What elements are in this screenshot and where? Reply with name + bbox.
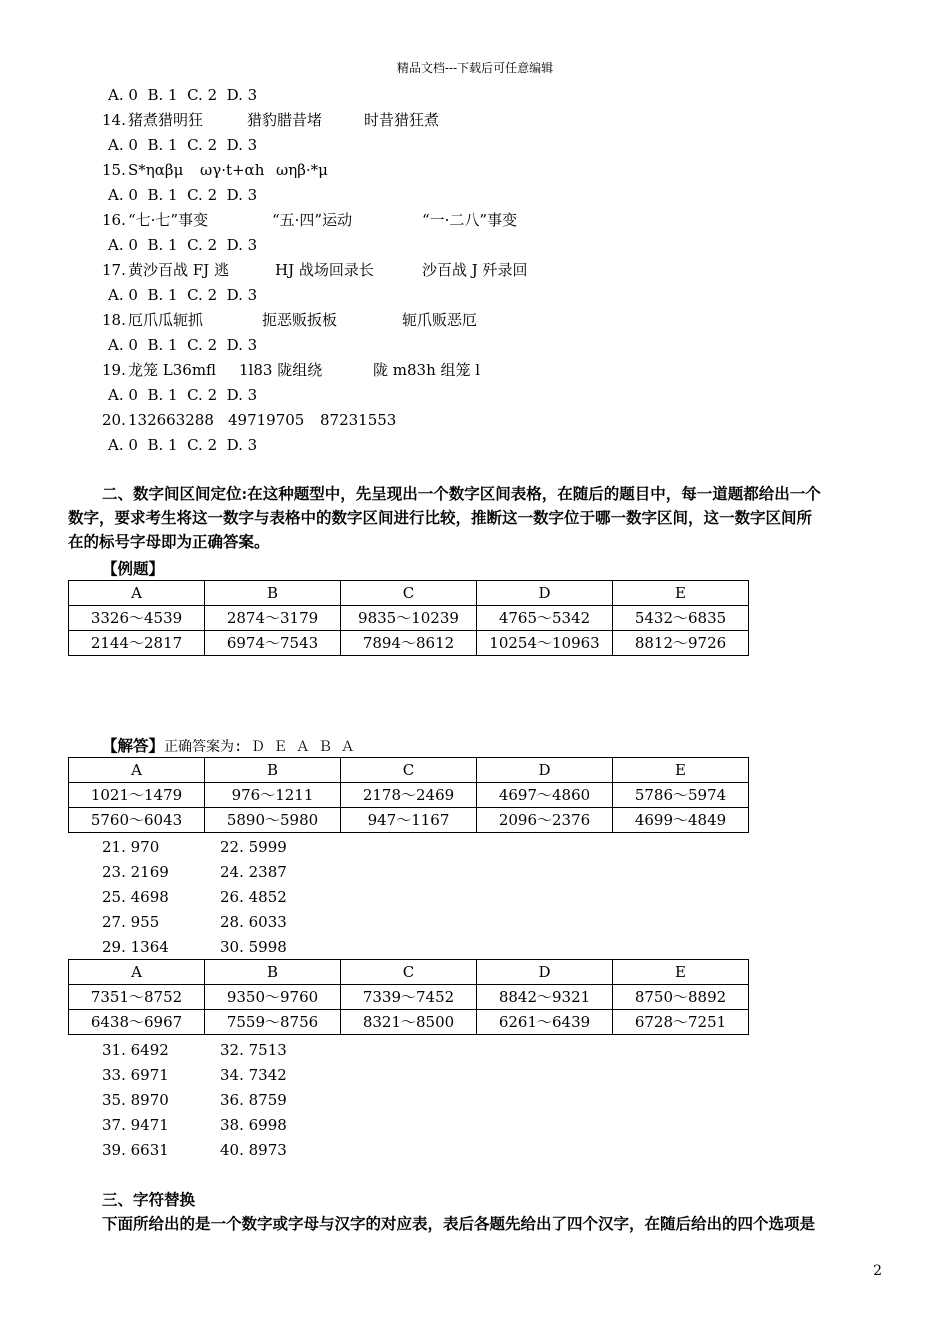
item-number-value: 39. 6631 [102,1141,169,1159]
question-item-c: 时昔猎狂煮 [364,111,440,129]
column-header: B [205,960,341,985]
interval-cell: 10254～10963 [477,631,613,656]
interval-cell: 6438～6967 [69,1010,205,1035]
interval-cell: 2096～2376 [477,808,613,833]
question-number: 17. [102,261,126,279]
item-number-value: 27. 955 [102,913,160,931]
section3-title: 三、字符替换 [102,1190,196,1209]
interval-cell: 7351～8752 [69,985,205,1010]
page-number: 2 [873,1263,882,1279]
option-line: A. 0 B. 1 C. 2 D. 3 [108,186,258,204]
item-number-value: 34. 7342 [220,1066,287,1084]
section2-line-1: 在这种题型中，先呈现出一个数字区间表格，在随后的题目中，每一道题都给出一个 [247,484,821,503]
question-item-a: 厄爪瓜轭抓 [128,311,204,329]
answer-text: 正确答案为: Ｄ Ｅ Ａ Ｂ Ａ [164,739,355,755]
option-line: A. 0 B. 1 C. 2 D. 3 [108,286,258,304]
item-number-value: 25. 4698 [102,888,169,906]
item-number-value: 40. 8973 [220,1141,287,1159]
interval-cell: 9835～10239 [341,606,477,631]
section2-title: 二、数字间区间定位: [102,484,248,503]
question-item-b: HJ 战场回录长 [275,261,374,279]
column-header: A [69,960,205,985]
question-item-b: 1l83 陇组绕 [239,361,323,379]
question-row [102,160,802,180]
interval-table-1 [68,757,749,833]
column-header: C [341,581,477,606]
column-header: B [205,758,341,783]
question-item-a: “七·七”事变 [128,211,209,229]
item-number-value: 29. 1364 [102,938,169,956]
interval-cell: 7559～8756 [205,1010,341,1035]
question-item-a: 黄沙百战 FJ 逃 [128,261,229,279]
item-row [102,1115,402,1135]
item-row [102,1040,402,1060]
question-row [102,210,802,230]
column-header: C [341,960,477,985]
item-number-value: 32. 7513 [220,1041,287,1059]
interval-cell: 2178～2469 [341,783,477,808]
interval-cell: 2144～2817 [69,631,205,656]
interval-cell: 7339～7452 [341,985,477,1010]
answer-label: 【解答】 [102,736,165,755]
question-item-c: “一·二八”事变 [422,211,518,229]
option-line: A. 0 B. 1 C. 2 D. 3 [108,436,258,454]
item-row [102,837,402,857]
interval-cell: 6261～6439 [477,1010,613,1035]
interval-cell: 4699～4849 [613,808,749,833]
interval-cell: 4697～4860 [477,783,613,808]
item-row [102,1090,402,1110]
table-row [69,631,749,656]
item-row [102,1140,402,1160]
question-item-c: 沙百战 J 歼录回 [422,261,528,279]
column-header: D [477,581,613,606]
question-item-b: 猎豹腊昔堵 [247,111,323,129]
question-row [102,310,802,330]
interval-cell: 947～1167 [341,808,477,833]
question-number: 14. [102,111,126,129]
question-item-a: 猪煮猎明狂 [128,111,204,129]
interval-cell: 5786～5974 [613,783,749,808]
option-line: A. 0 B. 1 C. 2 D. 3 [108,386,258,404]
question-item-b: 49719705 [228,411,305,429]
item-number-value: 24. 2387 [220,863,287,881]
question-item-b: “五·四”运动 [272,211,353,229]
question-number: 15. [102,161,126,179]
item-number-value: 35. 8970 [102,1091,169,1109]
section2-line-2: 数字，要求考生将这一数字与表格中的数字区间进行比较，推断这一数字位于哪一数字区间，这一数字区间所 [68,508,813,527]
question-number: 16. [102,211,126,229]
item-number-value: 30. 5998 [220,938,287,956]
question-item-c: 陇 m83h 组笼 l [373,361,481,379]
item-row [102,912,402,932]
question-item-b: ωγ·t+αh [200,161,265,179]
item-row [102,1065,402,1085]
interval-cell: 5890～5980 [205,808,341,833]
table-row [69,985,749,1010]
item-number-value: 26. 4852 [220,888,287,906]
column-header: D [477,960,613,985]
item-number-value: 36. 8759 [220,1091,287,1109]
interval-cell: 5760～6043 [69,808,205,833]
interval-cell: 3326～4539 [69,606,205,631]
question-item-a: S*ηαβμ [128,161,184,179]
question-number: 20. [102,411,126,429]
item-number-value: 23. 2169 [102,863,169,881]
item-number-value: 33. 6971 [102,1066,169,1084]
table-header-row [69,960,749,985]
column-header: A [69,581,205,606]
item-row [102,937,402,957]
question-row [102,410,802,430]
interval-cell: 5432～6835 [613,606,749,631]
table-header-row [69,581,749,606]
interval-cell: 9350～9760 [205,985,341,1010]
question-item-b: 扼恶贩扳板 [262,311,338,329]
question-item-a: 龙笼 L36mfl [128,361,217,379]
table-row [69,1010,749,1035]
interval-cell: 6974～7543 [205,631,341,656]
interval-cell: 8842～9321 [477,985,613,1010]
question-item-c: 轭爪贩恶厄 [402,311,478,329]
interval-cell: 1021～1479 [69,783,205,808]
interval-cell: 6728～7251 [613,1010,749,1035]
question-item-c: 87231553 [320,411,397,429]
interval-table-example [68,580,749,656]
column-header: E [613,758,749,783]
column-header: C [341,758,477,783]
table-row [69,606,749,631]
option-line: A. 0 B. 1 C. 2 D. 3 [108,86,258,104]
column-header: D [477,758,613,783]
interval-cell: 2874～3179 [205,606,341,631]
question-number: 18. [102,311,126,329]
interval-cell: 7894～8612 [341,631,477,656]
option-line: A. 0 B. 1 C. 2 D. 3 [108,136,258,154]
interval-cell: 4765～5342 [477,606,613,631]
section2-line-3: 在的标号字母即为正确答案。 [68,532,270,551]
column-header: E [613,960,749,985]
item-number-value: 38. 6998 [220,1116,287,1134]
table-row [69,783,749,808]
item-row [102,887,402,907]
item-number-value: 22. 5999 [220,838,287,856]
answer-line [102,736,355,757]
column-header: A [69,758,205,783]
item-number-value: 31. 6492 [102,1041,169,1059]
table-row [69,808,749,833]
item-number-value: 37. 9471 [102,1116,169,1134]
section3-text: 下面所给出的是一个数字或字母与汉字的对应表，表后各题先给出了四个汉字，在随后给出的四个选项是 [102,1214,816,1233]
item-row [102,862,402,882]
interval-cell: 8812～9726 [613,631,749,656]
question-item-a: 132663288 [128,411,214,429]
question-row [102,260,802,280]
option-line: A. 0 B. 1 C. 2 D. 3 [108,236,258,254]
question-row [102,110,802,130]
column-header: B [205,581,341,606]
question-number: 19. [102,361,126,379]
interval-table-2 [68,959,749,1035]
interval-cell: 8321～8500 [341,1010,477,1035]
question-item-c: ωηβ·*μ [276,161,328,179]
section2-intro [68,482,883,554]
column-header: E [613,581,749,606]
table-header-row [69,758,749,783]
page-header: 精品文档---下载后可任意编辑 [396,61,554,75]
question-row [102,360,802,380]
option-line: A. 0 B. 1 C. 2 D. 3 [108,336,258,354]
example-label: 【例题】 [102,559,165,578]
item-number-value: 28. 6033 [220,913,287,931]
item-number-value: 21. 970 [102,838,160,856]
interval-cell: 8750～8892 [613,985,749,1010]
interval-cell: 976～1211 [205,783,341,808]
